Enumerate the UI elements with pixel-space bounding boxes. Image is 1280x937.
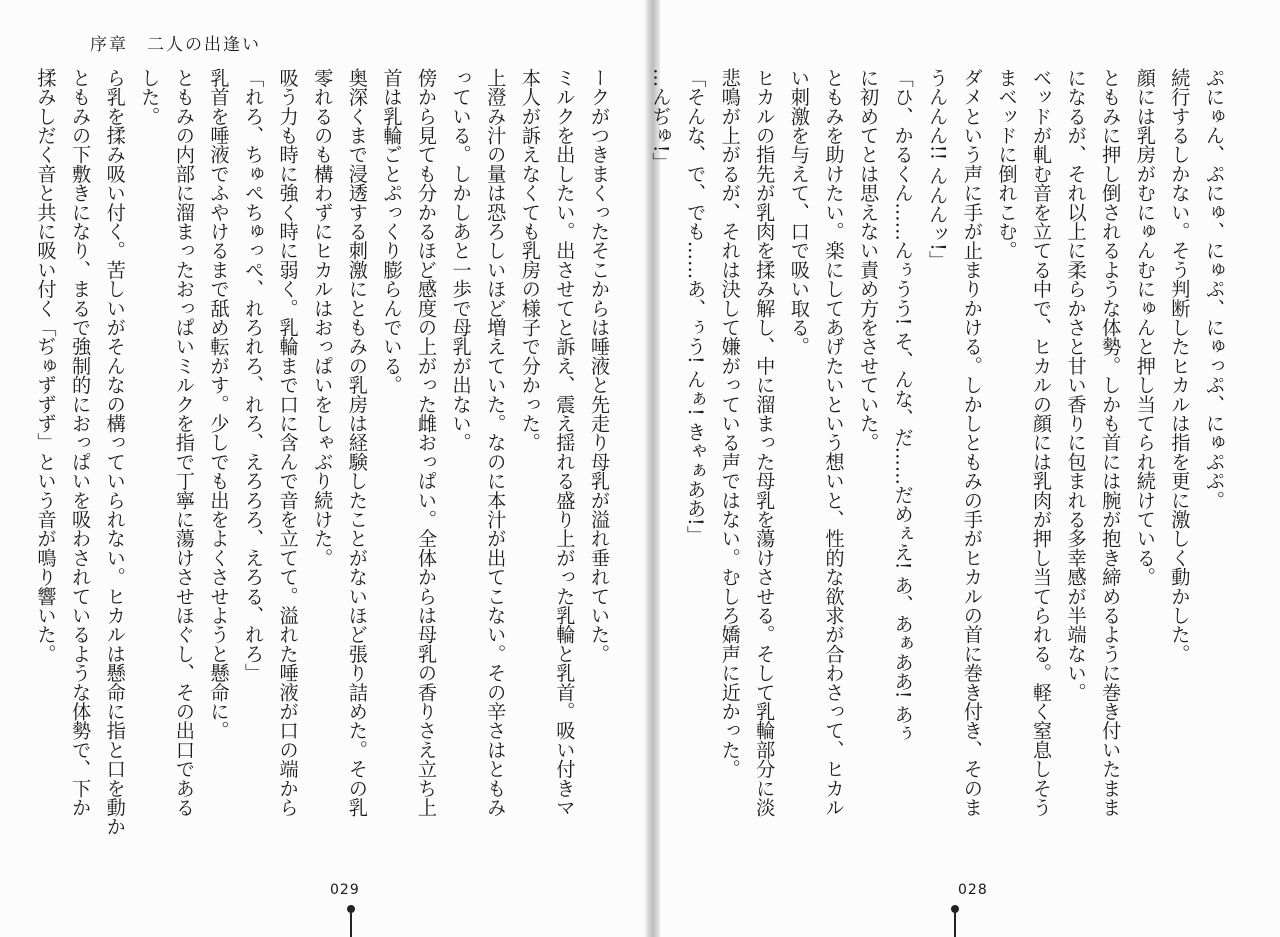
text-line: になるが、それ以上に柔らかさと甘い香りに包まれる多幸感が半端ない。 (1064, 68, 1088, 702)
text-line: ら乳を揉み吸い付く。苦しいがそんなの構っていられない。ヒカルは懸命に指と口を動か (103, 68, 127, 836)
text-line: に初めてとは思えない責め方をさせていた。 (857, 68, 881, 452)
running-head: 序章 二人の出逢い (90, 35, 261, 55)
text-line: ベッドが軋む音を立てる中で、ヒカルの顔には乳肉が押し当てられる。軽く窒息しそう (1030, 68, 1054, 817)
text-line: …んぢゅ!」 (649, 68, 673, 172)
text-line: ダメという声に手が止まりかける。しかしともみの手がヒカルの首に巻き付き、そのま (960, 68, 984, 817)
page-marker-icon (951, 905, 959, 937)
text-line: 奥深くまで浸透する刺激にともみの乳房は経験したことがないほど張り詰めた。その乳 (345, 68, 369, 817)
page-number: 028 (958, 882, 988, 898)
text-line: い刺激を与えて、口で吸い取る。 (787, 68, 811, 356)
text-line: 揉みしだく音と共に吸い付く「ぢゅずずず」という音が鳴り響いた。 (34, 68, 58, 664)
text-line: ともみを助けたい。楽にしてあげたいという想いと、性的な欲求が合わさって、ヒカル (822, 68, 846, 817)
text-line: うんんん!! んんんッ!」 (926, 68, 950, 271)
text-line: 「ひ、かるくん……んぅうう! そ、んな、だ……だめぇえ! あ、あぁああ! あぅ (891, 68, 915, 743)
text-line: ともみの内部に溜まったおっぱいミルクを指で丁寧に蕩けさせほぐし、その出口である (172, 68, 196, 817)
right-page (649, 0, 1280, 937)
page-number: 029 (330, 882, 360, 898)
left-page-text (34, 68, 616, 836)
right-page-text (649, 68, 1231, 817)
text-line: ともみに押し倒されるような体勢。しかも首には腕が抱き締めるように巻き付いたまま (1099, 68, 1123, 817)
text-line: っている。しかしあと一歩で母乳が出ない。 (449, 68, 473, 452)
text-line: 「そんな、で、でも……あ、ぅう! んぁ! きゃぁああ!」 (684, 68, 708, 545)
text-line: 顔には乳房がむにゅんむにゅんと押し当てられ続けている。 (1133, 68, 1157, 587)
text-line: まベッドに倒れこむ。 (995, 68, 1019, 260)
text-line: 吸う力も時に強く時に弱く。乳輪まで口に含んで音を立てて。溢れた唾液が口の端から (276, 68, 300, 817)
text-line: した。 (138, 68, 162, 126)
text-line: 零れるのも構わずにヒカルはおっぱいをしゃぶり続けた。 (311, 68, 335, 568)
text-line: ともみの下敷きになり、まるで強制的におっぱいを吸わされているような体勢で、下か (69, 68, 93, 817)
text-line: ークがつきまくったそこからは唾液と先走り母乳が溢れ垂れていた。 (588, 68, 611, 664)
text-line: ぷにゅん、ぷにゅ、にゅぷ、にゅっぷ、にゅぷぷ。 (1203, 68, 1226, 510)
text-line: ヒカルの指先が乳肉を揉み解し、中に溜まった母乳を蕩けさせる。そして乳輪部分に淡 (753, 68, 777, 817)
text-line: 続行するしかない。そう判断したヒカルは指を更に激しく動かした。 (1168, 68, 1192, 664)
text-line: 「れろ、ちゅぺちゅっぺ、れろれろ、れろ、えろろろ、えろる、れろ」 (242, 68, 266, 683)
text-line: 本人が訴えなくても乳房の様子で分かった。 (518, 68, 542, 452)
text-line: ミルクを出したい。出させてと訴え、震え揺れる盛り上がった乳輪と乳首。吸い付きマ (553, 68, 577, 817)
text-line: 傍から見ても分かるほど感度の上がった雌おっぱい。全体からは母乳の香りさえ立ち上 (415, 68, 439, 817)
page-marker-icon (347, 905, 355, 937)
text-line: 悲鳴が上がるが、それは決して嫌がっている声ではない。むしろ嬌声に近かった。 (718, 68, 742, 779)
text-line: 乳首を唾液でふやけるまで舐め転がす。少しでも出をよくさせようと懸命に。 (207, 68, 231, 740)
text-line: 上澄み汁の量は恐ろしいほど増えていた。なのに本汁が出てこない。その辛さはともみ (484, 68, 508, 817)
text-line: 首は乳輪ごとぷっくり膨らんでいる。 (380, 68, 404, 395)
